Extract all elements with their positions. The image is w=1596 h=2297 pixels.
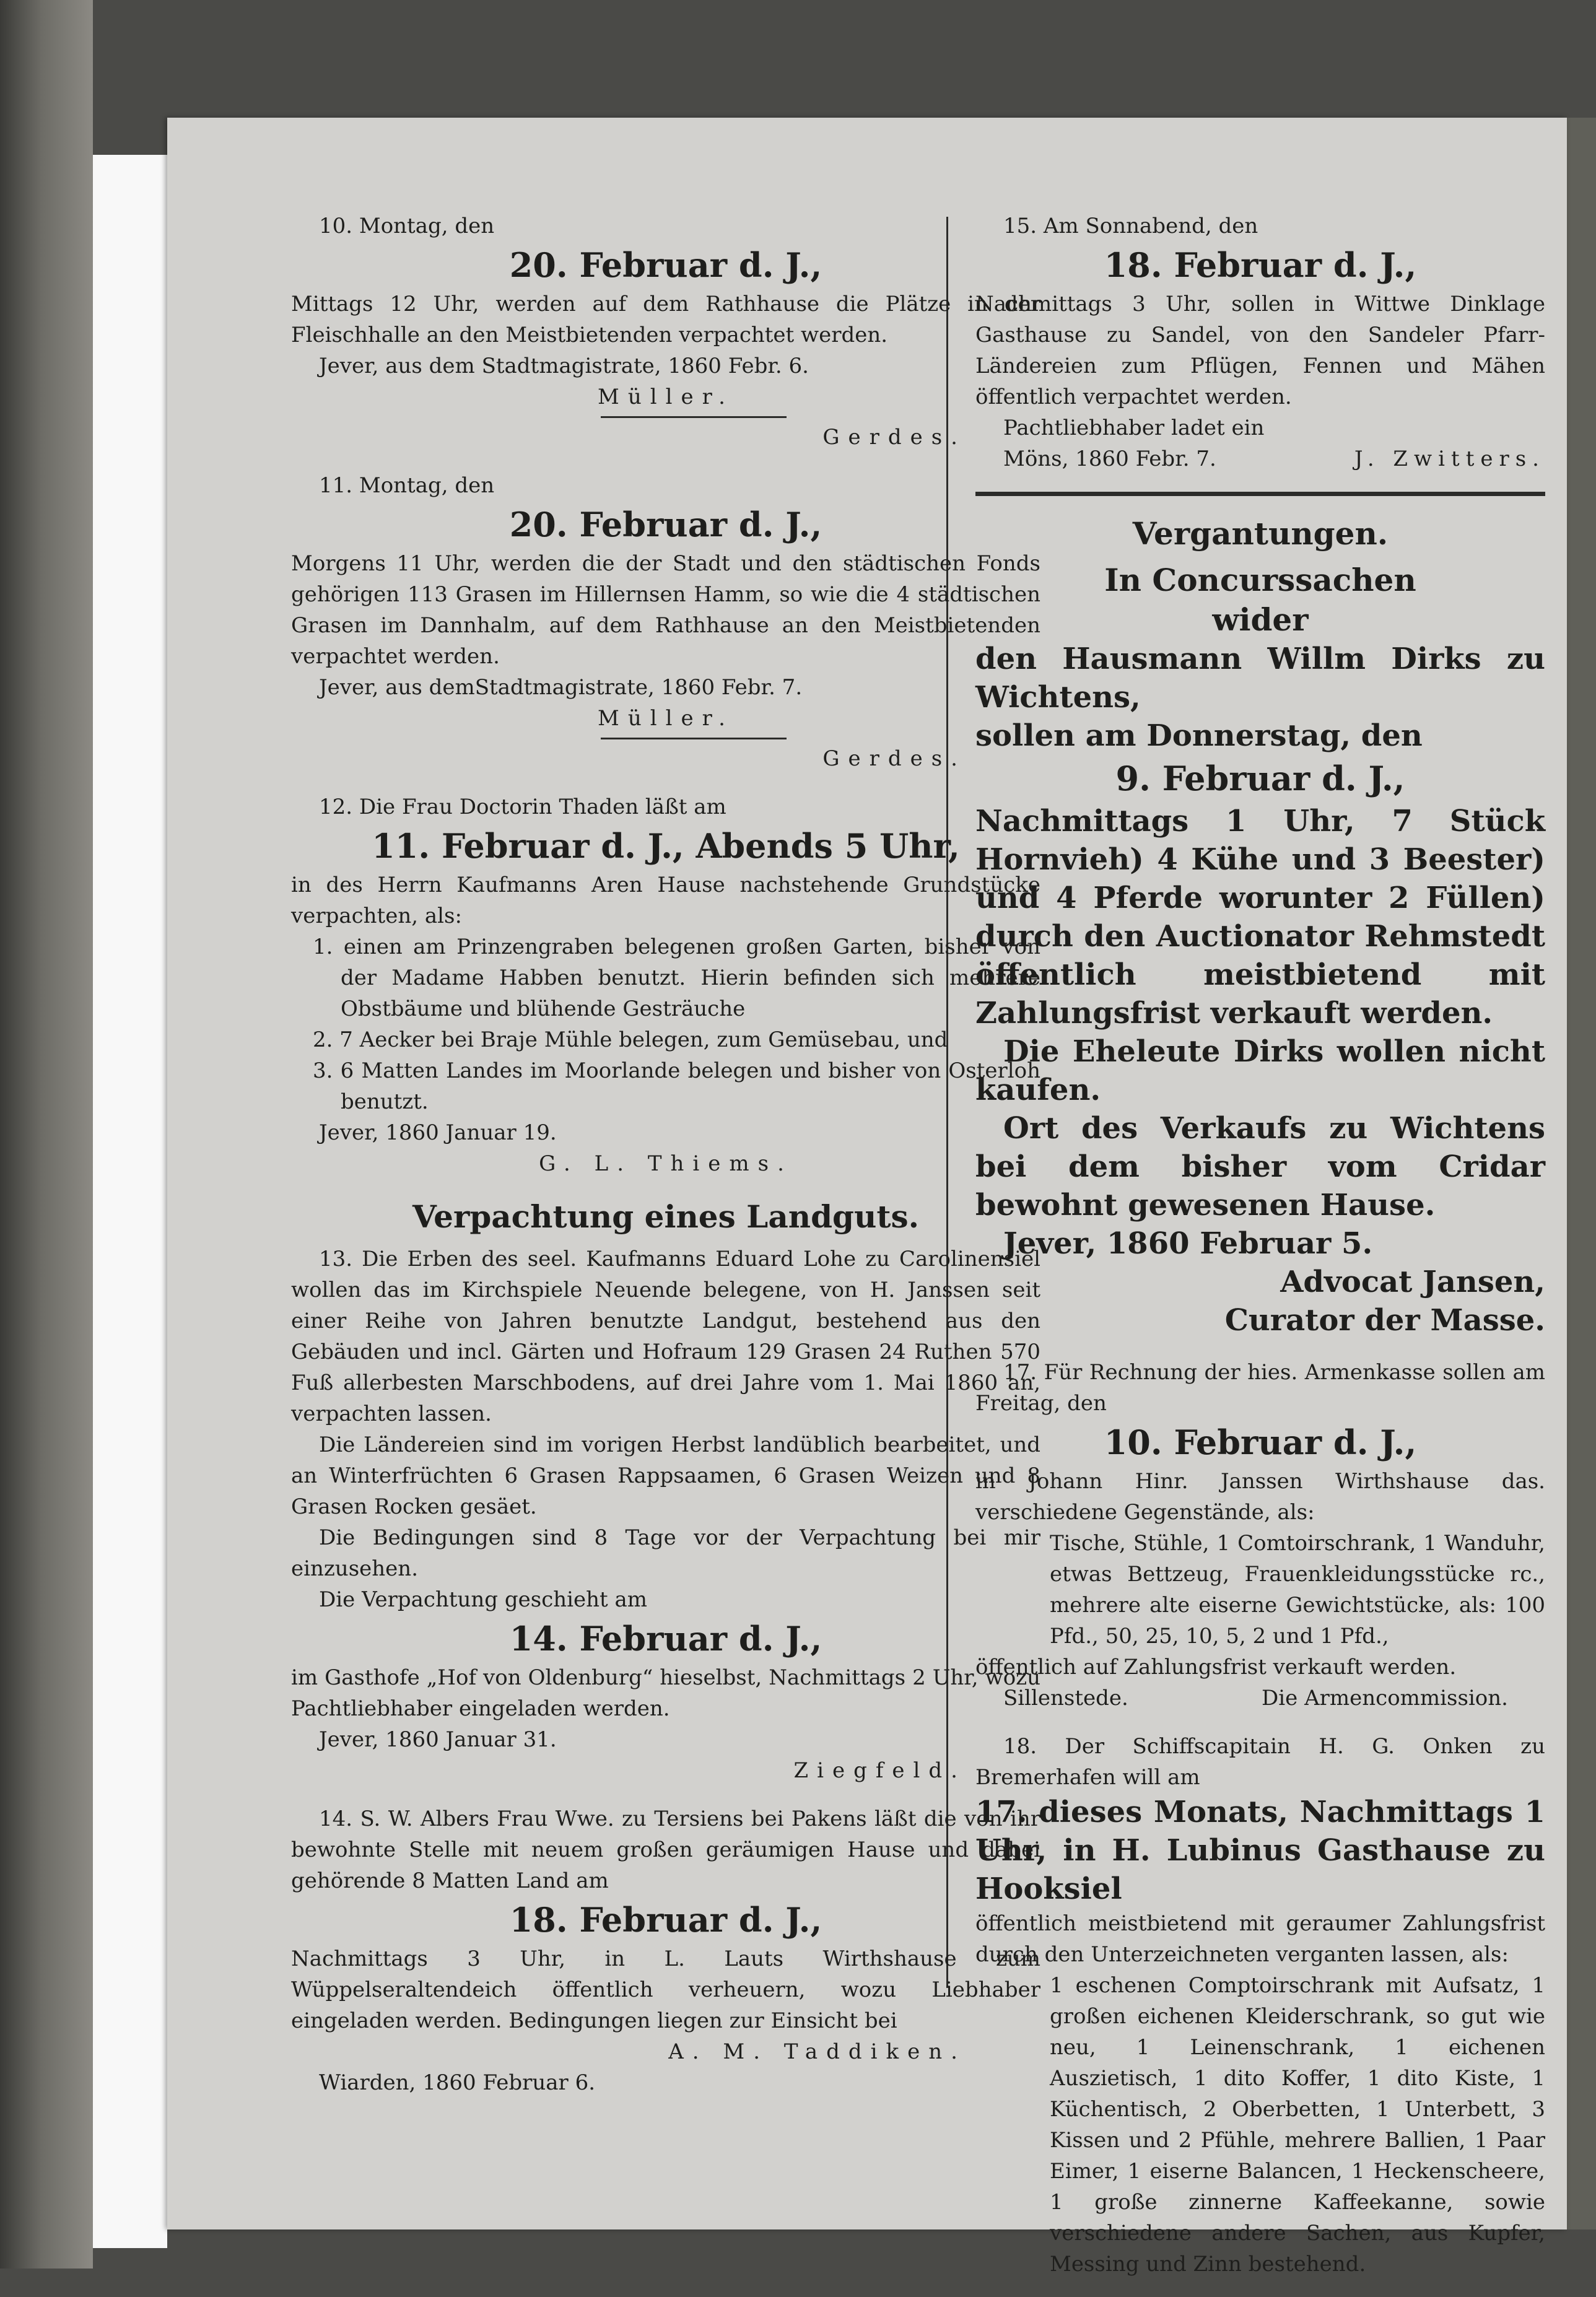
notice-paragraph: 14. S. W. Albers Frau Wwe. zu Tersiens bei Pakens läßt die von ihr bewohnte Stelle mit neuem großen geräumigen Hause und dabei gehörende 8 Matten Land am [291,1807,1040,1893]
notice-intro: 12. Die Frau Doctorin Thaden läßt am [319,795,726,819]
background-left [0,0,93,2269]
notice-paragraph: Die Eheleute Dirks wollen nicht kaufen. [975,1034,1545,1107]
notice-place: Jever, 1860 Januar 19. [319,1120,557,1145]
signature: Müller. [598,706,734,731]
notice-date: 17. dieses Monats, Nachmittags 1 Uhr, in H. Lubinus Gasthause zu Hooksiel [975,1795,1545,1906]
signature: J. Zwitters. [1354,447,1545,471]
book-spine [93,155,167,2248]
item-list: Tische, Stühle, 1 Comtoirschrank, 1 Wanduhr, etwas Bettzeug, Frauenkleidungsstücke rc., mehrere alte eiserne Gewichtstücke, als: 100 Pfd., 50, 25, 10, 5, 2 und 1 Pfd., [1050,1531,1545,1649]
notice-paragraph: Die Bedingungen sind 8 Tage vor der Verpachtung bei mir einzusehen. [291,1525,1040,1581]
list-item: 3. 6 Matten Landes im Moorlande belegen und bisher von Osterloh benutzt. [313,1058,1040,1114]
notice-15 [975,211,1545,474]
right-column [975,211,1545,2297]
item-list: 1 eschenen Comptoirschrank mit Aufsatz, 1 großen eichenen Kleiderschrank, so gut wie neu, 1 Leinenschrank, 1 eichenen Auszietisch, 1 dito Koffer, 1 dito Kiste, 1 Küchentisch, 2 Oberbetten, 1 Unterbett, 3 Kissen und 2 Pfühle, mehrere Ballien, 1 Paar Eimer, 1 eiserne Balancen, 1 Heckenscheere, 1 große zinnerne Kaffeekanne, sowie verschiedene andere Sachen, aus Kupfer, Messing und Zinn bestehend. [1050,1973,1545,2277]
notice-body: öffentlich meistbietend mit geraumer Zahlungsfrist durch den Unterzeichneten verganten lassen, als: [975,1911,1545,1967]
page-edge [1567,118,1596,2229]
notice-place: Jever, 1860 Februar 5. [1003,1226,1373,1261]
notice-18 [975,1731,1545,2280]
notice-place: Möns, 1860 Febr. 7. [1003,447,1216,471]
notice-body: in Johann Hinr. Janssen Wirthshause das. verschiedene Gegenstände, als: [975,1469,1545,1525]
notice-place: Jever, aus demStadtmagistrate, 1860 Febr. 7. [319,675,803,700]
notice-14 [291,1803,1040,2098]
notice-body: im Gasthofe „Hof von Oldenburg“ hieselbst, Nachmittags 2 Uhr, wozu Pachtliebhaber eingeladen werden. [291,1665,1040,1721]
notice-date: 18. Februar d. J., [509,1900,822,1940]
section-heading: Vergantungen. [1132,515,1389,552]
newspaper-page [167,118,1567,2277]
notice-line: In Concurssachen [1104,562,1416,598]
signature: Ziegfeld. [793,1758,966,1783]
notice-date: 18. Februar d. J., [1104,245,1417,285]
notice-paragraph: 13. Die Erben des seel. Kaufmanns Eduard Lohe zu Carolinensiel wollen das im Kirchspiele Neuende belegene, von H. Janssen seit einer Reihe von Jahren benutzte Landgut, bestehend aus den Gebäuden und incl. Gärten und Hofraum 129 Grasen 24 Ruthen 570 Fuß allerbesten Marschbodens, auf drei Jahre vom 1. Mai 1860 an, verpachten lassen. [291,1247,1040,1426]
notice-date: 9. Februar d. J., [1115,759,1405,798]
signature: Gerdes. [822,425,966,450]
notice-paragraph: öffentlich auf Zahlungsfrist verkauft werden. [975,1655,1457,1680]
section-rule [975,492,1545,496]
notice-place: Sillenstede. [1003,1686,1128,1711]
property-list [291,931,1040,1117]
notice-13 [291,1244,1040,1786]
notice-line: sollen am Donnerstag, den [975,718,1423,753]
notice-17 [975,1357,1545,1714]
notice-paragraph: Ort des Verkaufs zu Wichtens bei dem bisher vom Cridar bewohnt gewesenen Hause. [975,1111,1545,1223]
place-signature-row [975,1683,1545,1714]
notice-body: Nachmittags 3 Uhr, sollen in Wittwe Dinklage Gasthause zu Sandel, von den Sandeler Pfarr-Ländereien zum Pflügen, Fennen und Mähen öffentlich verpachtet werden. [975,292,1545,409]
notice-place: Jever, 1860 Januar 31. [319,1727,557,1752]
notice-date: 20. Februar d. J., [509,505,822,544]
signature: A. M. Taddiken. [668,2039,966,2064]
notice-body: Mittags 12 Uhr, werden auf dem Rathhause die Plätze in der Fleischhalle an den Meistbietenden verpachtet werden. [291,292,1040,347]
signature: Gerdes. [822,746,966,771]
notice-place: Wiarden, 1860 Februar 6. [319,2070,596,2095]
notice-16 [975,560,1545,1340]
signature: Advocat Jansen, [1280,1265,1545,1299]
notice-paragraph: 18. Der Schiffscapitain H. G. Onken zu Bremerhafen will am [975,1734,1545,1790]
notice-intro: 11. Montag, den [319,473,495,498]
notice-date: 10. Februar d. J., [1104,1423,1417,1462]
notice-12 [291,791,1040,1179]
notice-intro: 15. Am Sonnabend, den [1003,214,1258,238]
notice-line: den Hausmann Willm Dirks zu Wichtens, [975,642,1545,715]
notice-paragraph: Pachtliebhaber ladet ein [1003,416,1265,440]
notice-paragraph: Die Ländereien sind im vorigen Herbst landüblich bearbeitet, und an Winterfrüchten 6 Grasen Rappsaamen, 6 Grasen Weizen und 8 Grasen Rocken gesäet. [291,1432,1040,1519]
notice-11 [291,470,1040,774]
notice-body: Morgens 11 Uhr, werden die der Stadt und den städtischen Fonds gehörigen 113 Grasen im Hillernsen Hamm, so wie die 4 städtischen Grasen im Dannhalm, auf dem Rathhause an den Meistbietenden verpachtet werden. [291,551,1040,669]
notice-body: Nachmittags 3 Uhr, in L. Lauts Wirthshause zum Wüppelseraltendeich öffentlich verheuern, wozu Liebhaber eingeladen werden. Bedingungen liegen zur Einsicht bei [291,1946,1040,2033]
notice-paragraph: 17. Für Rechnung der hies. Armenkasse sollen am Freitag, den [975,1360,1545,1416]
notice-date: 14. Februar d. J., [509,1619,822,1658]
signature: G. L. Thiems. [539,1151,793,1176]
notice-body: Nachmittags 1 Uhr, 7 Stück Hornvieh) 4 Kühe und 3 Beester) und 4 Pferde worunter 2 Füllen) durch den Auctionator Rehmstedt öffentlich meistbietend mit Zahlungsfrist verkauft werden. [975,804,1545,1031]
left-column [291,211,1040,2116]
section-heading: Verpachtung eines Landguts. [412,1198,920,1235]
divider [601,416,787,418]
notice-date: 20. Februar d. J., [509,245,822,285]
list-item: 2. 7 Aecker bei Braje Mühle belegen, zum Gemüsebau, und [313,1027,948,1052]
notice-line: wider [1212,601,1309,638]
notice-body: in des Herrn Kaufmanns Aren Hause nachstehende Grundstücke verpachten, als: [291,873,1040,928]
signature: Müller. [598,385,734,409]
notice-intro: 10. Montag, den [319,214,495,238]
signature: Die Armencommission. [1262,1686,1508,1711]
signature: Curator der Masse. [1224,1303,1545,1338]
notice-date: 11. Februar d. J., Abends 5 Uhr, [372,826,960,866]
list-item: 1. einen am Prinzengraben belegenen großen Garten, bisher von der Madame Habben benutzt. Hierin befinden sich mehrere Obstbäume und blühende Gesträuche [313,935,1040,1021]
notice-paragraph: Die Verpachtung geschieht am [319,1587,648,1612]
place-signature-row [975,443,1545,474]
notice-place: Jever, aus dem Stadtmagistrate, 1860 Febr. 6. [319,354,809,378]
divider [601,738,787,739]
notice-10 [291,211,1040,453]
